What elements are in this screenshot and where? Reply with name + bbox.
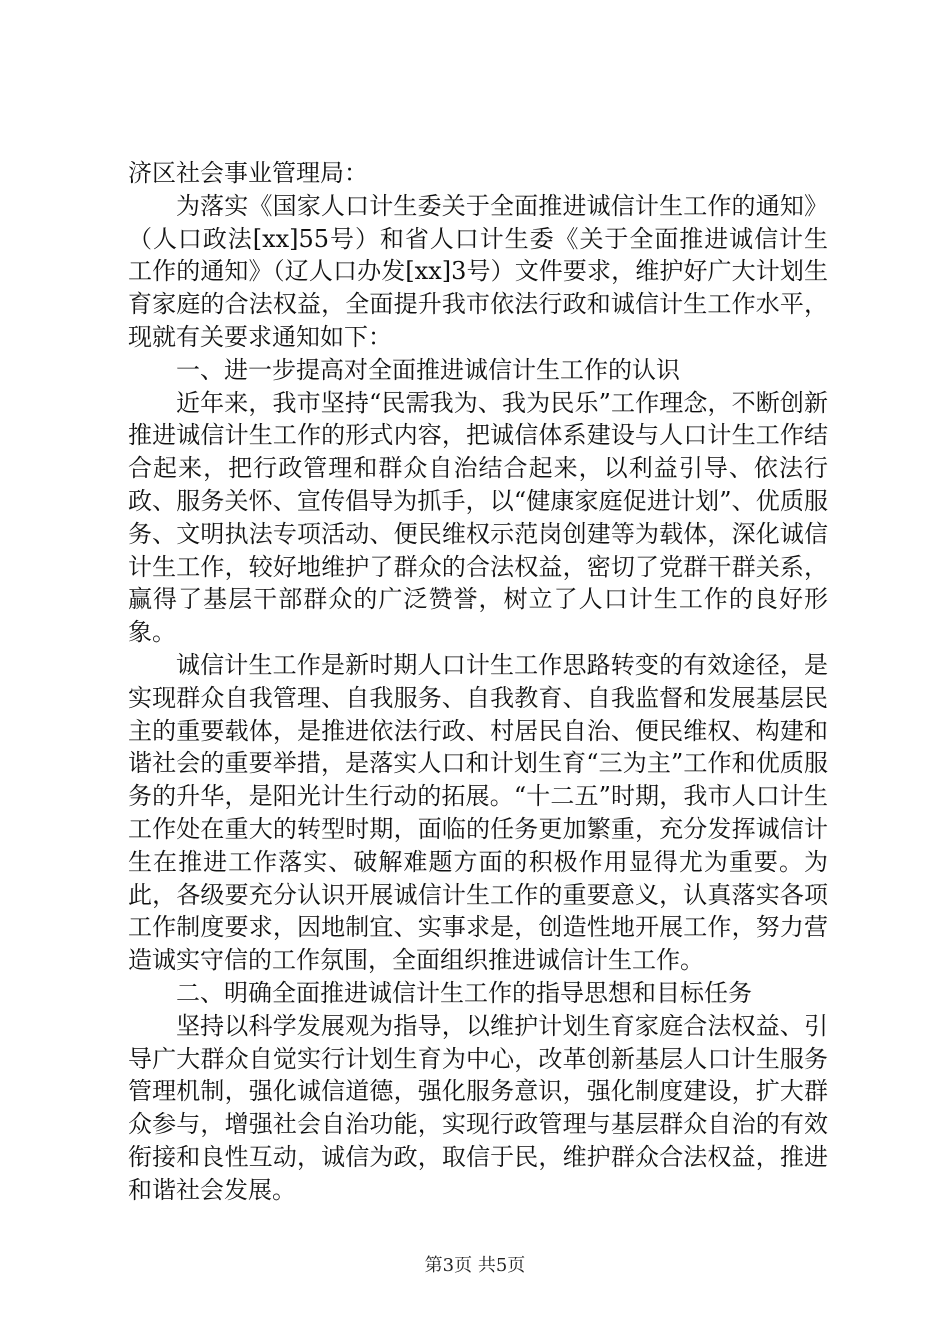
- section-heading-1: 一、进一步提高对全面推进诚信计生工作的认识: [176, 355, 680, 384]
- document-body: [128, 157, 828, 1207]
- section-heading-2: 二、明确全面推进诚信计生工作的指导思想和目标任务: [176, 978, 752, 1007]
- intro-paragraph: 为落实《国家人口计生委关于全面推进诚信计生工作的通知》（人口政法[xx]55号）和省人口计生委《关于全面推进诚信计生工作的通知》（辽人口办发[xx]3号）文件要求，维护好广大计划生育家庭的合法权益，全面提升我市依法行政和诚信计生工作水平，现就有关要求通知如下：: [128, 191, 828, 351]
- page-number-footer: 第3页 共5页: [424, 1255, 526, 1276]
- body-paragraph-3: 坚持以科学发展观为指导，以维护计划生育家庭合法权益、引导广大群众自觉实行计划生育为中心，改革创新基层人口计生服务管理机制，强化诚信道德，强化服务意识，强化制度建设，扩大群众参与，增强社会自治功能，实现行政管理与基层群众自治的有效衔接和良性互动，诚信为政，取信于民，维护群众合法权益，推进和谐社会发展。: [128, 1011, 828, 1204]
- body-paragraph-2: 诚信计生工作是新时期人口计生工作思路转变的有效途径，是实现群众自我管理、自我服务、自我教育、自我监督和发展基层民主的重要载体，是推进依法行政、村居民自治、便民维权、构建和谐社会的重要举措，是落实人口和计划生育“三为主”工作和优质服务的升华，是阳光计生行动的拓展。“十二五”时期，我市人口计生工作处在重大的转型时期，面临的任务更加繁重，充分发挥诚信计生在推进工作落实、破解难题方面的积极作用显得尤为重要。为此，各级要充分认识开展诚信计生工作的重要意义，认真落实各项工作制度要求，因地制宜、实事求是，创造性地开展工作，努力营造诚实守信的工作氛围，全面组织推进诚信计生工作。: [128, 650, 828, 975]
- body-paragraph-1: 近年来，我市坚持“民需我为、我为民乐”工作理念，不断创新推进诚信计生工作的形式内容，把诚信体系建设与人口计生工作结合起来，把行政管理和群众自治结合起来，以利益引导、依法行政、服务关怀、宣传倡导为抓手，以“健康家庭促进计划”、优质服务、文明执法专项活动、便民维权示范岗创建等为载体，深化诚信计生工作，较好地维护了群众的合法权益，密切了党群干群关系，赢得了基层干部群众的广泛赞誉，树立了人口计生工作的良好形象。: [128, 388, 828, 647]
- salutation: 济区社会事业管理局：: [128, 159, 368, 187]
